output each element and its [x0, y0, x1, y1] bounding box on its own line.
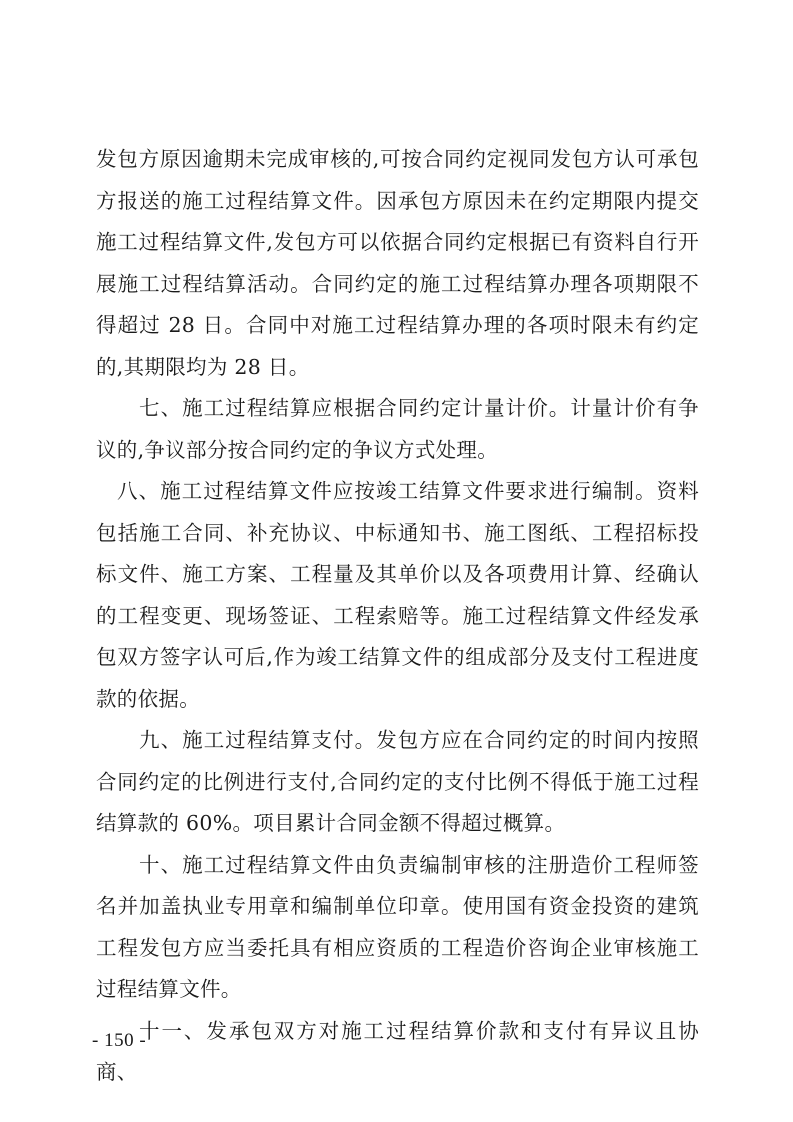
paragraph-section-8: 八、施工过程结算文件应按竣工结算文件要求进行编制。资料包括施工合同、补充协议、中标通知书、施工图纸、工程招标投标文件、施工方案、工程量及其单价以及各项费用计算、经确认的工程变更、现场签证、工程索赔等。施工过程结算文件经发承包双方签字认可后,作为竣工结算文件的组成部分及支付工程进度款的依据。 [96, 479, 699, 711]
paragraph-continued: 发包方原因逾期未完成审核的,可按合同约定视同发包方认可承包方报送的施工过程结算文件。因承包方原因未在约定期限内提交施工过程结算文件,发包方可以依据合同约定根据已有资料自行开展施工过程结算活动。合同约定的施工过程结算办理各项期限不得超过 28 日。合同中对施工过程结算办理的各项时限未有约定的,其期限均为 28 日。 [96, 147, 699, 379]
paragraph-section-10: 十、施工过程结算文件由负责编制审核的注册造价工程师签名并加盖执业专用章和编制单位印章。使用国有资金投资的建筑工程发包方应当委托具有相应资质的工程造价咨询企业审核施工过程结算文件。 [96, 852, 699, 1001]
paragraph-section-11: 十一、发承包双方对施工过程结算价款和支付有异议且协商、 [96, 1018, 699, 1084]
paragraph-section-9: 九、施工过程结算支付。发包方应在合同约定的时间内按照合同约定的比例进行支付,合同约定的支付比例不得低于施工过程结算款的 60%。项目累计合同金额不得超过概算。 [96, 728, 699, 835]
paragraph-section-7: 七、施工过程结算应根据合同约定计量计价。计量计价有争议的,争议部分按合同约定的争议方式处理。 [96, 396, 699, 462]
page-number: - 150 - [92, 1030, 147, 1051]
body-text [96, 139, 699, 1094]
